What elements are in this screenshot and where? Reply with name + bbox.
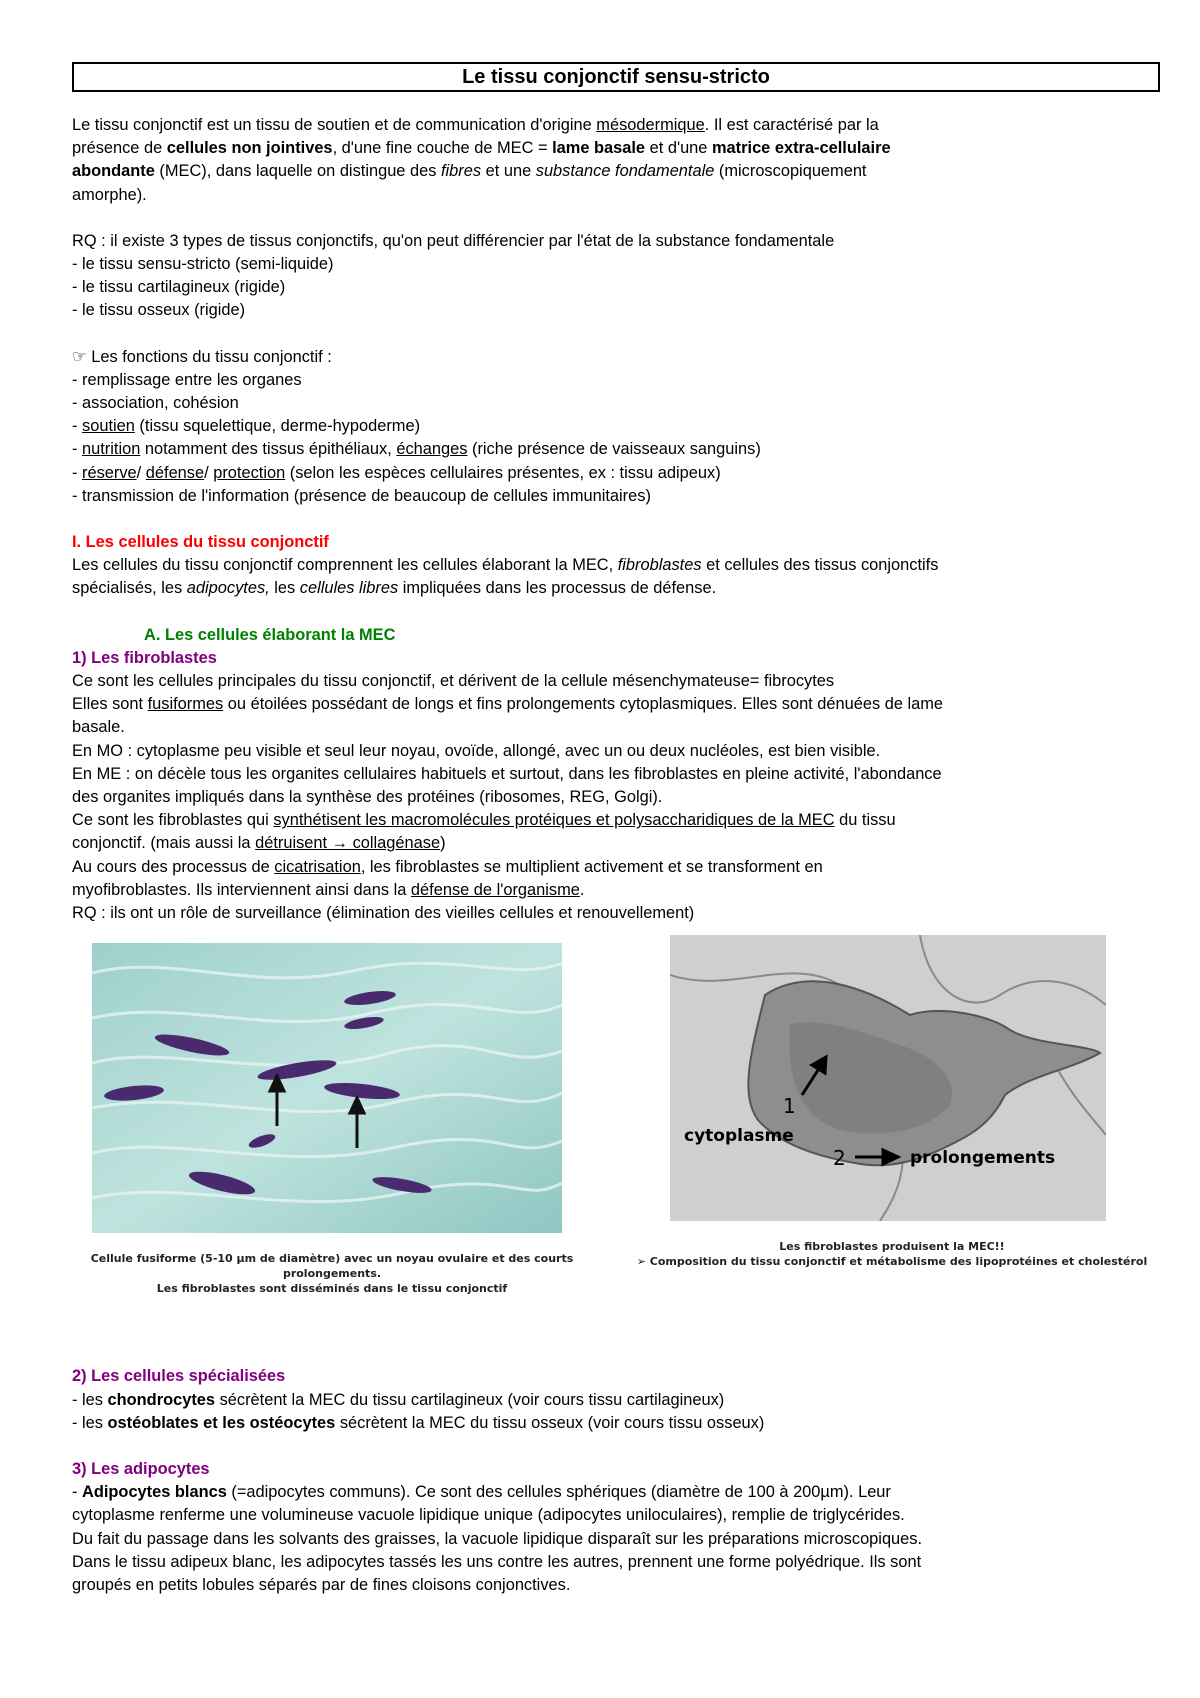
text: Ce sont les fibroblastes qui xyxy=(72,811,274,830)
text: présence de xyxy=(72,139,167,158)
text: (tissu squelettique, derme-hypoderme) xyxy=(134,417,421,436)
text: chondrocytes xyxy=(107,1390,216,1409)
text: sécrètent la MEC du tissu cartilagineux (voir cours tissu cartilagineux) xyxy=(215,1390,725,1409)
subsection-heading: 1) Les fibroblastes xyxy=(72,648,217,667)
text: abondante xyxy=(72,162,155,181)
text: réserve xyxy=(82,463,137,482)
text: et d'une xyxy=(645,139,712,158)
em-label-1: 1 xyxy=(783,1094,796,1119)
text: (MEC), dans laquelle on distingue des xyxy=(154,162,441,181)
text: . Il est caractérisé par la xyxy=(704,116,879,134)
text: échanges xyxy=(396,440,468,459)
text: ou étoilées possédant de longs et fins prolongements cytoplasmiques. Elles sont dénuées de lame xyxy=(223,695,944,714)
text: des organites impliqués dans la synthèse des protéines (ribosomes, REG, Golgi). xyxy=(72,788,663,807)
list-item xyxy=(72,462,1160,485)
em-label-prolongements: prolongements xyxy=(910,1148,1056,1169)
rq-block xyxy=(72,230,1160,323)
figure-caption-1 xyxy=(72,1251,592,1296)
subsection-heading: 2) Les cellules spécialisées xyxy=(72,1367,286,1386)
caption-line: ➢ Composition du tissu conjonctif et métabolisme des lipoprotéines et cholestérol xyxy=(636,1255,1148,1269)
text: cytoplasme renferme une volumineuse vacuole lipidique unique (adipocytes uniloculaires), remplie de triglycérides. xyxy=(72,1506,905,1525)
text: cicatrisation xyxy=(274,857,361,876)
text: défense xyxy=(145,463,205,482)
text: protection xyxy=(213,463,286,482)
text: . xyxy=(579,880,585,899)
list-item: - transmission de l'information (présence de beaucoup de cellules immunitaires) xyxy=(72,486,651,505)
functions-heading: ☞ Les fonctions du tissu conjonctif : xyxy=(72,347,332,366)
text: , les fibroblastes se multiplient activement et se transforment en xyxy=(360,857,823,876)
caption-line: Les fibroblastes sont disséminés dans le tissu conjonctif xyxy=(156,1282,508,1296)
text: Du fait du passage dans les solvants des graisses, la vacuole lipidique disparaît sur les préparations microscopiques. xyxy=(72,1529,923,1548)
list-item: - remplissage entre les organes xyxy=(72,370,302,389)
text: substance fondamentale xyxy=(535,162,715,181)
text: - xyxy=(72,440,83,459)
caption-line: Cellule fusiforme (5-10 µm de diamètre) avec un noyau ovulaire et des courts prolongements. xyxy=(90,1252,574,1281)
text: Dans le tissu adipeux blanc, les adipocytes tassés les uns contre les autres, prennent une forme polyédrique. Ils sont xyxy=(72,1552,922,1571)
text: notamment des tissus épithéliaux, xyxy=(140,440,397,459)
section-1 xyxy=(72,531,1160,601)
text: Elles sont xyxy=(72,695,148,714)
subsection-3 xyxy=(72,1458,1160,1597)
text: En ME : on décèle tous les organites cellulaires habituels et surtout, dans les fibroblastes en pleine activité, l'abondance xyxy=(72,764,942,783)
text: - les xyxy=(72,1390,108,1409)
subsection-heading: A. Les cellules élaborant la MEC xyxy=(144,625,396,644)
text: spécialisés, les xyxy=(72,579,187,598)
text: Au cours des processus de xyxy=(72,857,275,876)
text: les xyxy=(269,579,300,598)
page-title xyxy=(72,62,1160,92)
text: Les cellules du tissu conjonctif comprennent les cellules élaborant la MEC, xyxy=(72,556,618,575)
text: du tissu xyxy=(834,811,896,830)
text: (selon les espèces cellulaires présentes, ex : tissu adipeux) xyxy=(285,463,721,482)
text: impliquées dans les processus de défense. xyxy=(398,579,717,598)
text: ) xyxy=(440,834,446,853)
text: - xyxy=(72,417,83,436)
text: myofibroblastes. Ils interviennent ainsi dans la xyxy=(72,880,411,899)
text: synthétisent les macromolécules protéiques et polysaccharidiques de la MEC xyxy=(273,811,835,830)
text: / xyxy=(136,463,146,482)
figures-row xyxy=(72,925,1160,1365)
text: sécrètent la MEC du tissu osseux (voir cours tissu osseux) xyxy=(335,1413,765,1432)
text: (microscopiquement xyxy=(714,162,867,181)
text: Adipocytes blancs xyxy=(82,1483,227,1502)
text: lame basale xyxy=(552,139,646,158)
text: fusiformes xyxy=(147,695,224,714)
text: mésodermique xyxy=(596,116,705,134)
text: soutien xyxy=(82,417,135,436)
em-label-2: 2 xyxy=(833,1146,846,1171)
text: cellules non jointives xyxy=(166,139,333,158)
intro-paragraph xyxy=(72,114,1160,207)
text: ostéoblates et les ostéocytes xyxy=(107,1413,336,1432)
text: (=adipocytes communs). Ce sont des cellules sphériques (diamètre de 100 à 200µm). Leur xyxy=(226,1483,891,1502)
text: nutrition xyxy=(82,440,141,459)
list-item xyxy=(72,415,1160,438)
page-title-text: Le tissu conjonctif sensu-stricto xyxy=(462,65,770,88)
text: amorphe). xyxy=(72,185,147,204)
figure-caption-2 xyxy=(632,1239,1152,1269)
text: - xyxy=(72,1483,83,1502)
list-item: - le tissu cartilagineux (rigide) xyxy=(72,278,286,297)
list-item: - association, cohésion xyxy=(72,394,239,413)
text: basale. xyxy=(72,718,125,737)
electron-microscopy-image xyxy=(670,935,1106,1221)
text: et cellules des tissus conjonctifs xyxy=(701,556,939,575)
text: défense de l'organisme xyxy=(410,880,580,899)
text: fibroblastes xyxy=(617,556,702,575)
text: - les xyxy=(72,1413,108,1432)
section-heading: I. Les cellules du tissu conjonctif xyxy=(72,533,329,552)
light-microscopy-image xyxy=(92,943,562,1233)
list-item: - le tissu osseux (rigide) xyxy=(72,301,246,320)
text: conjonctif. (mais aussi la xyxy=(72,834,256,853)
text: / xyxy=(204,463,214,482)
list-item xyxy=(72,438,1160,461)
text: , d'une fine couche de MEC = xyxy=(332,139,553,158)
text: détruisent → collagénase xyxy=(255,834,441,853)
text: En MO : cytoplasme peu visible et seul leur noyau, ovoïde, allongé, avec un ou deux nucléoles, est bien visible. xyxy=(72,741,881,760)
text: Le tissu conjonctif est un tissu de soutien et de communication d'origine xyxy=(72,116,597,134)
text: (riche présence de vaisseaux sanguins) xyxy=(467,440,761,459)
subsection-heading: 3) Les adipocytes xyxy=(72,1459,210,1478)
text: groupés en petits lobules séparés par de fines cloisons conjonctives. xyxy=(72,1575,571,1594)
text: - xyxy=(72,463,83,482)
em-label-cytoplasme: cytoplasme xyxy=(684,1126,794,1147)
text: matrice extra-cellulaire xyxy=(711,139,891,158)
caption-line: Les fibroblastes produisent la MEC!! xyxy=(779,1240,1005,1254)
document-page xyxy=(72,62,1160,1597)
subsection-2 xyxy=(72,1365,1160,1435)
list-item: - le tissu sensu-stricto (semi-liquide) xyxy=(72,255,334,274)
text: Ce sont les cellules principales du tissu conjonctif, et dérivent de la cellule mésenchymateuse= fibrocytes xyxy=(72,672,835,691)
subsection-a xyxy=(72,624,1160,926)
text: et une xyxy=(481,162,536,181)
text: cellules libres xyxy=(299,579,399,598)
text: RQ : il existe 3 types de tissus conjonctifs, qu'on peut différencier par l'état de la substance fondamentale xyxy=(72,231,835,250)
text: RQ : ils ont un rôle de surveillance (élimination des vieilles cellules et renouvellement) xyxy=(72,904,695,923)
functions-block xyxy=(72,346,1160,508)
text: adipocytes, xyxy=(186,579,270,598)
text: fibres xyxy=(440,162,482,181)
